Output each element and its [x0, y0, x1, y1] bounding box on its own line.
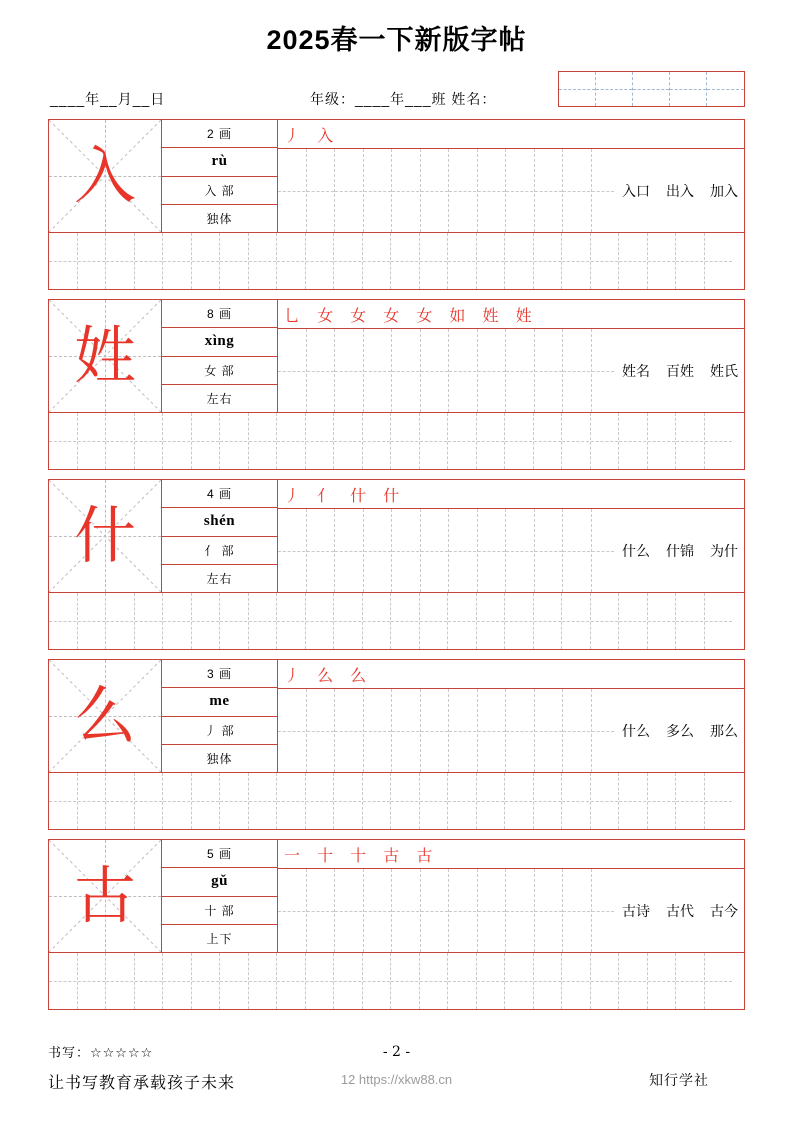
- big-character-cell: [49, 480, 162, 592]
- practice-cell[interactable]: [392, 869, 449, 952]
- character-block: [48, 299, 745, 470]
- name-box[interactable]: [559, 72, 596, 106]
- big-character-cell: [49, 120, 162, 232]
- word: 什么: [622, 543, 650, 560]
- date-field[interactable]: ____年__月__日: [50, 91, 166, 107]
- practice-cell[interactable]: [49, 233, 106, 289]
- word: 古代: [666, 903, 694, 920]
- word-list: [614, 149, 738, 232]
- practice-cell[interactable]: [506, 149, 563, 232]
- practice-cell[interactable]: [335, 509, 392, 592]
- name-box[interactable]: [633, 72, 670, 106]
- practice-cell[interactable]: [619, 413, 676, 469]
- word-list: [614, 869, 738, 952]
- word: 什么: [622, 723, 650, 740]
- structure: 左右: [206, 571, 233, 586]
- word: 为什: [710, 543, 738, 560]
- radical: 十 部: [162, 897, 277, 925]
- big-character-cell: [49, 300, 162, 412]
- practice-cell[interactable]: [220, 593, 277, 649]
- word: 古诗: [622, 903, 650, 920]
- character-block: [48, 839, 745, 1010]
- practice-cell[interactable]: [506, 329, 563, 412]
- practice-cell[interactable]: [220, 953, 277, 1009]
- practice-cell[interactable]: [49, 593, 106, 649]
- word: 加入: [710, 183, 738, 200]
- practice-cell[interactable]: [448, 233, 505, 289]
- stroke-count: 4 画: [162, 480, 277, 508]
- practice-cell[interactable]: [391, 953, 448, 1009]
- practice-cell[interactable]: [277, 413, 334, 469]
- stroke-count: 5 画: [162, 840, 277, 868]
- word-list: [614, 689, 738, 772]
- practice-cell[interactable]: [619, 593, 676, 649]
- practice-cell[interactable]: [619, 773, 676, 829]
- name-box[interactable]: [707, 72, 744, 106]
- practice-cell[interactable]: [334, 953, 391, 1009]
- big-character-cell: [49, 840, 162, 952]
- stroke-order: 一 十 十 古 古: [278, 840, 744, 869]
- practice-cell[interactable]: [619, 953, 676, 1009]
- word: 姓氏: [710, 363, 738, 380]
- word: 古今: [710, 903, 738, 920]
- practice-cell[interactable]: [676, 773, 732, 829]
- name-input-boxes[interactable]: [558, 71, 745, 107]
- stroke-order: 丿 么 么: [278, 660, 744, 689]
- practice-cell[interactable]: [562, 773, 619, 829]
- practice-row-bottom[interactable]: [49, 592, 744, 649]
- practice-cell[interactable]: [563, 149, 620, 232]
- practice-cell[interactable]: [49, 413, 106, 469]
- watermark: 12 https://xkw88.cn: [340, 1072, 453, 1087]
- word-list: [614, 329, 738, 412]
- character-blocks: [48, 119, 745, 1010]
- practice-cell[interactable]: [676, 233, 732, 289]
- practice-cell[interactable]: [505, 773, 562, 829]
- practice-cell[interactable]: [334, 233, 391, 289]
- practice-cell[interactable]: [220, 773, 277, 829]
- practice-cell[interactable]: [106, 773, 163, 829]
- practice-cell[interactable]: [163, 413, 220, 469]
- name-box[interactable]: [596, 72, 633, 106]
- practice-cell[interactable]: [563, 329, 620, 412]
- practice-cell[interactable]: [676, 413, 732, 469]
- practice-cell[interactable]: [334, 413, 391, 469]
- practice-cell[interactable]: [335, 329, 392, 412]
- big-character-cell: [49, 660, 162, 772]
- structure: 上下: [206, 931, 233, 946]
- practice-cell[interactable]: [163, 773, 220, 829]
- practice-cell[interactable]: [49, 953, 106, 1009]
- practice-cell[interactable]: [392, 329, 449, 412]
- practice-cell[interactable]: [334, 773, 391, 829]
- practice-cell[interactable]: [619, 233, 676, 289]
- practice-cell[interactable]: [448, 413, 505, 469]
- character-info: [162, 300, 278, 412]
- practice-row-top[interactable]: [278, 509, 744, 592]
- practice-cell[interactable]: [391, 413, 448, 469]
- practice-cell[interactable]: [562, 233, 619, 289]
- practice-cell[interactable]: [163, 233, 220, 289]
- practice-cell[interactable]: [277, 593, 334, 649]
- practice-cell[interactable]: [334, 593, 391, 649]
- stroke-order: 丿 入: [278, 120, 744, 149]
- header-row: [48, 71, 745, 113]
- practice-cell[interactable]: [506, 869, 563, 952]
- character-info: [162, 660, 278, 772]
- practice-cell[interactable]: [106, 953, 163, 1009]
- practice-cell[interactable]: [163, 953, 220, 1009]
- footer-slogan: 让书写教育承载孩子未来: [48, 1073, 236, 1092]
- practice-cell[interactable]: [163, 593, 220, 649]
- practice-cell[interactable]: [448, 593, 505, 649]
- practice-cell[interactable]: [278, 509, 335, 592]
- big-character: 什: [73, 499, 136, 572]
- practice-cell[interactable]: [335, 869, 392, 952]
- big-character: 么: [73, 679, 136, 752]
- practice-cell[interactable]: [392, 509, 449, 592]
- practice-cell[interactable]: [277, 773, 334, 829]
- practice-cell[interactable]: [278, 869, 335, 952]
- practice-cell[interactable]: [278, 329, 335, 412]
- word: 入口: [622, 183, 650, 200]
- practice-cell[interactable]: [506, 689, 563, 772]
- practice-cell[interactable]: [392, 689, 449, 772]
- stroke-count: 3 画: [162, 660, 277, 688]
- stroke-order: 乚 女 女 女 女 如 姓 姓: [278, 300, 744, 329]
- pinyin: me: [162, 688, 277, 716]
- structure: 左右: [206, 391, 233, 406]
- practice-cell[interactable]: [563, 869, 620, 952]
- practice-cell[interactable]: [449, 689, 506, 772]
- big-character: 姓: [73, 319, 136, 392]
- structure: 独体: [206, 751, 233, 766]
- practice-cell[interactable]: [278, 689, 335, 772]
- practice-cell[interactable]: [391, 773, 448, 829]
- practice-cell[interactable]: [563, 689, 620, 772]
- grade-name-field[interactable]: 年级：____年___班 姓名：: [310, 91, 497, 107]
- practice-row-top[interactable]: [278, 329, 744, 412]
- word: 姓名: [622, 363, 650, 380]
- stroke-order: 丿 亻 什 什: [278, 480, 744, 509]
- practice-cell[interactable]: [505, 953, 562, 1009]
- practice-cell[interactable]: [505, 413, 562, 469]
- practice-row-bottom[interactable]: [49, 772, 744, 829]
- practice-cell[interactable]: [676, 593, 732, 649]
- big-character: 入: [73, 139, 136, 212]
- word: 那么: [710, 723, 738, 740]
- practice-cell[interactable]: [448, 773, 505, 829]
- stroke-count: 2 画: [162, 120, 277, 148]
- page-title: 2025春一下新版字帖: [266, 25, 527, 55]
- character-block: [48, 479, 745, 650]
- practice-cell[interactable]: [562, 953, 619, 1009]
- practice-cell[interactable]: [563, 509, 620, 592]
- character-info: [162, 840, 278, 952]
- practice-cell[interactable]: [449, 149, 506, 232]
- practice-row-top[interactable]: [278, 869, 744, 952]
- practice-row-bottom[interactable]: [49, 412, 744, 469]
- practice-cell[interactable]: [335, 689, 392, 772]
- radical: 女 部: [162, 357, 277, 385]
- practice-cell[interactable]: [106, 413, 163, 469]
- pinyin: rù: [162, 148, 277, 176]
- practice-cell[interactable]: [49, 773, 106, 829]
- pinyin: xìng: [162, 328, 277, 356]
- character-info: [162, 120, 278, 232]
- practice-cell[interactable]: [392, 149, 449, 232]
- practice-cell[interactable]: [220, 233, 277, 289]
- pinyin: shén: [162, 508, 277, 536]
- practice-cell[interactable]: [505, 233, 562, 289]
- footer: [48, 1042, 745, 1104]
- practice-row-top[interactable]: [278, 149, 744, 232]
- practice-cell[interactable]: [505, 593, 562, 649]
- character-block: [48, 119, 745, 290]
- word: 出入: [666, 183, 694, 200]
- brand-label: 知行学社: [649, 1073, 709, 1089]
- practice-cell[interactable]: [277, 233, 334, 289]
- practice-row-bottom[interactable]: [49, 952, 744, 1009]
- radical: 丿 部: [162, 717, 277, 745]
- practice-cell[interactable]: [277, 953, 334, 1009]
- structure: 独体: [206, 211, 233, 226]
- radical: 亻 部: [162, 537, 277, 565]
- character-info: [162, 480, 278, 592]
- practice-cell[interactable]: [562, 413, 619, 469]
- practice-cell[interactable]: [106, 593, 163, 649]
- radical: 入 部: [162, 177, 277, 205]
- pinyin: gǔ: [162, 868, 277, 896]
- word-list: [614, 509, 738, 592]
- practice-cell[interactable]: [676, 953, 732, 1009]
- word: 多么: [666, 723, 694, 740]
- practice-cell[interactable]: [391, 233, 448, 289]
- practice-cell[interactable]: [391, 593, 448, 649]
- page-number: - 2 -: [382, 1044, 411, 1060]
- practice-cell[interactable]: [220, 413, 277, 469]
- word: 什锦: [666, 543, 694, 560]
- stroke-count: 8 画: [162, 300, 277, 328]
- practice-cell[interactable]: [106, 233, 163, 289]
- practice-cell[interactable]: [449, 509, 506, 592]
- practice-cell[interactable]: [562, 593, 619, 649]
- character-block: [48, 659, 745, 830]
- practice-row-top[interactable]: [278, 689, 744, 772]
- practice-cell[interactable]: [278, 149, 335, 232]
- practice-cell[interactable]: [449, 869, 506, 952]
- practice-cell[interactable]: [449, 329, 506, 412]
- practice-cell[interactable]: [448, 953, 505, 1009]
- name-box[interactable]: [670, 72, 707, 106]
- writing-rating: 书写：☆☆☆☆☆: [48, 1046, 154, 1061]
- practice-cell[interactable]: [506, 509, 563, 592]
- word: 百姓: [666, 363, 694, 380]
- practice-cell[interactable]: [335, 149, 392, 232]
- big-character: 古: [73, 859, 136, 932]
- practice-row-bottom[interactable]: [49, 232, 744, 289]
